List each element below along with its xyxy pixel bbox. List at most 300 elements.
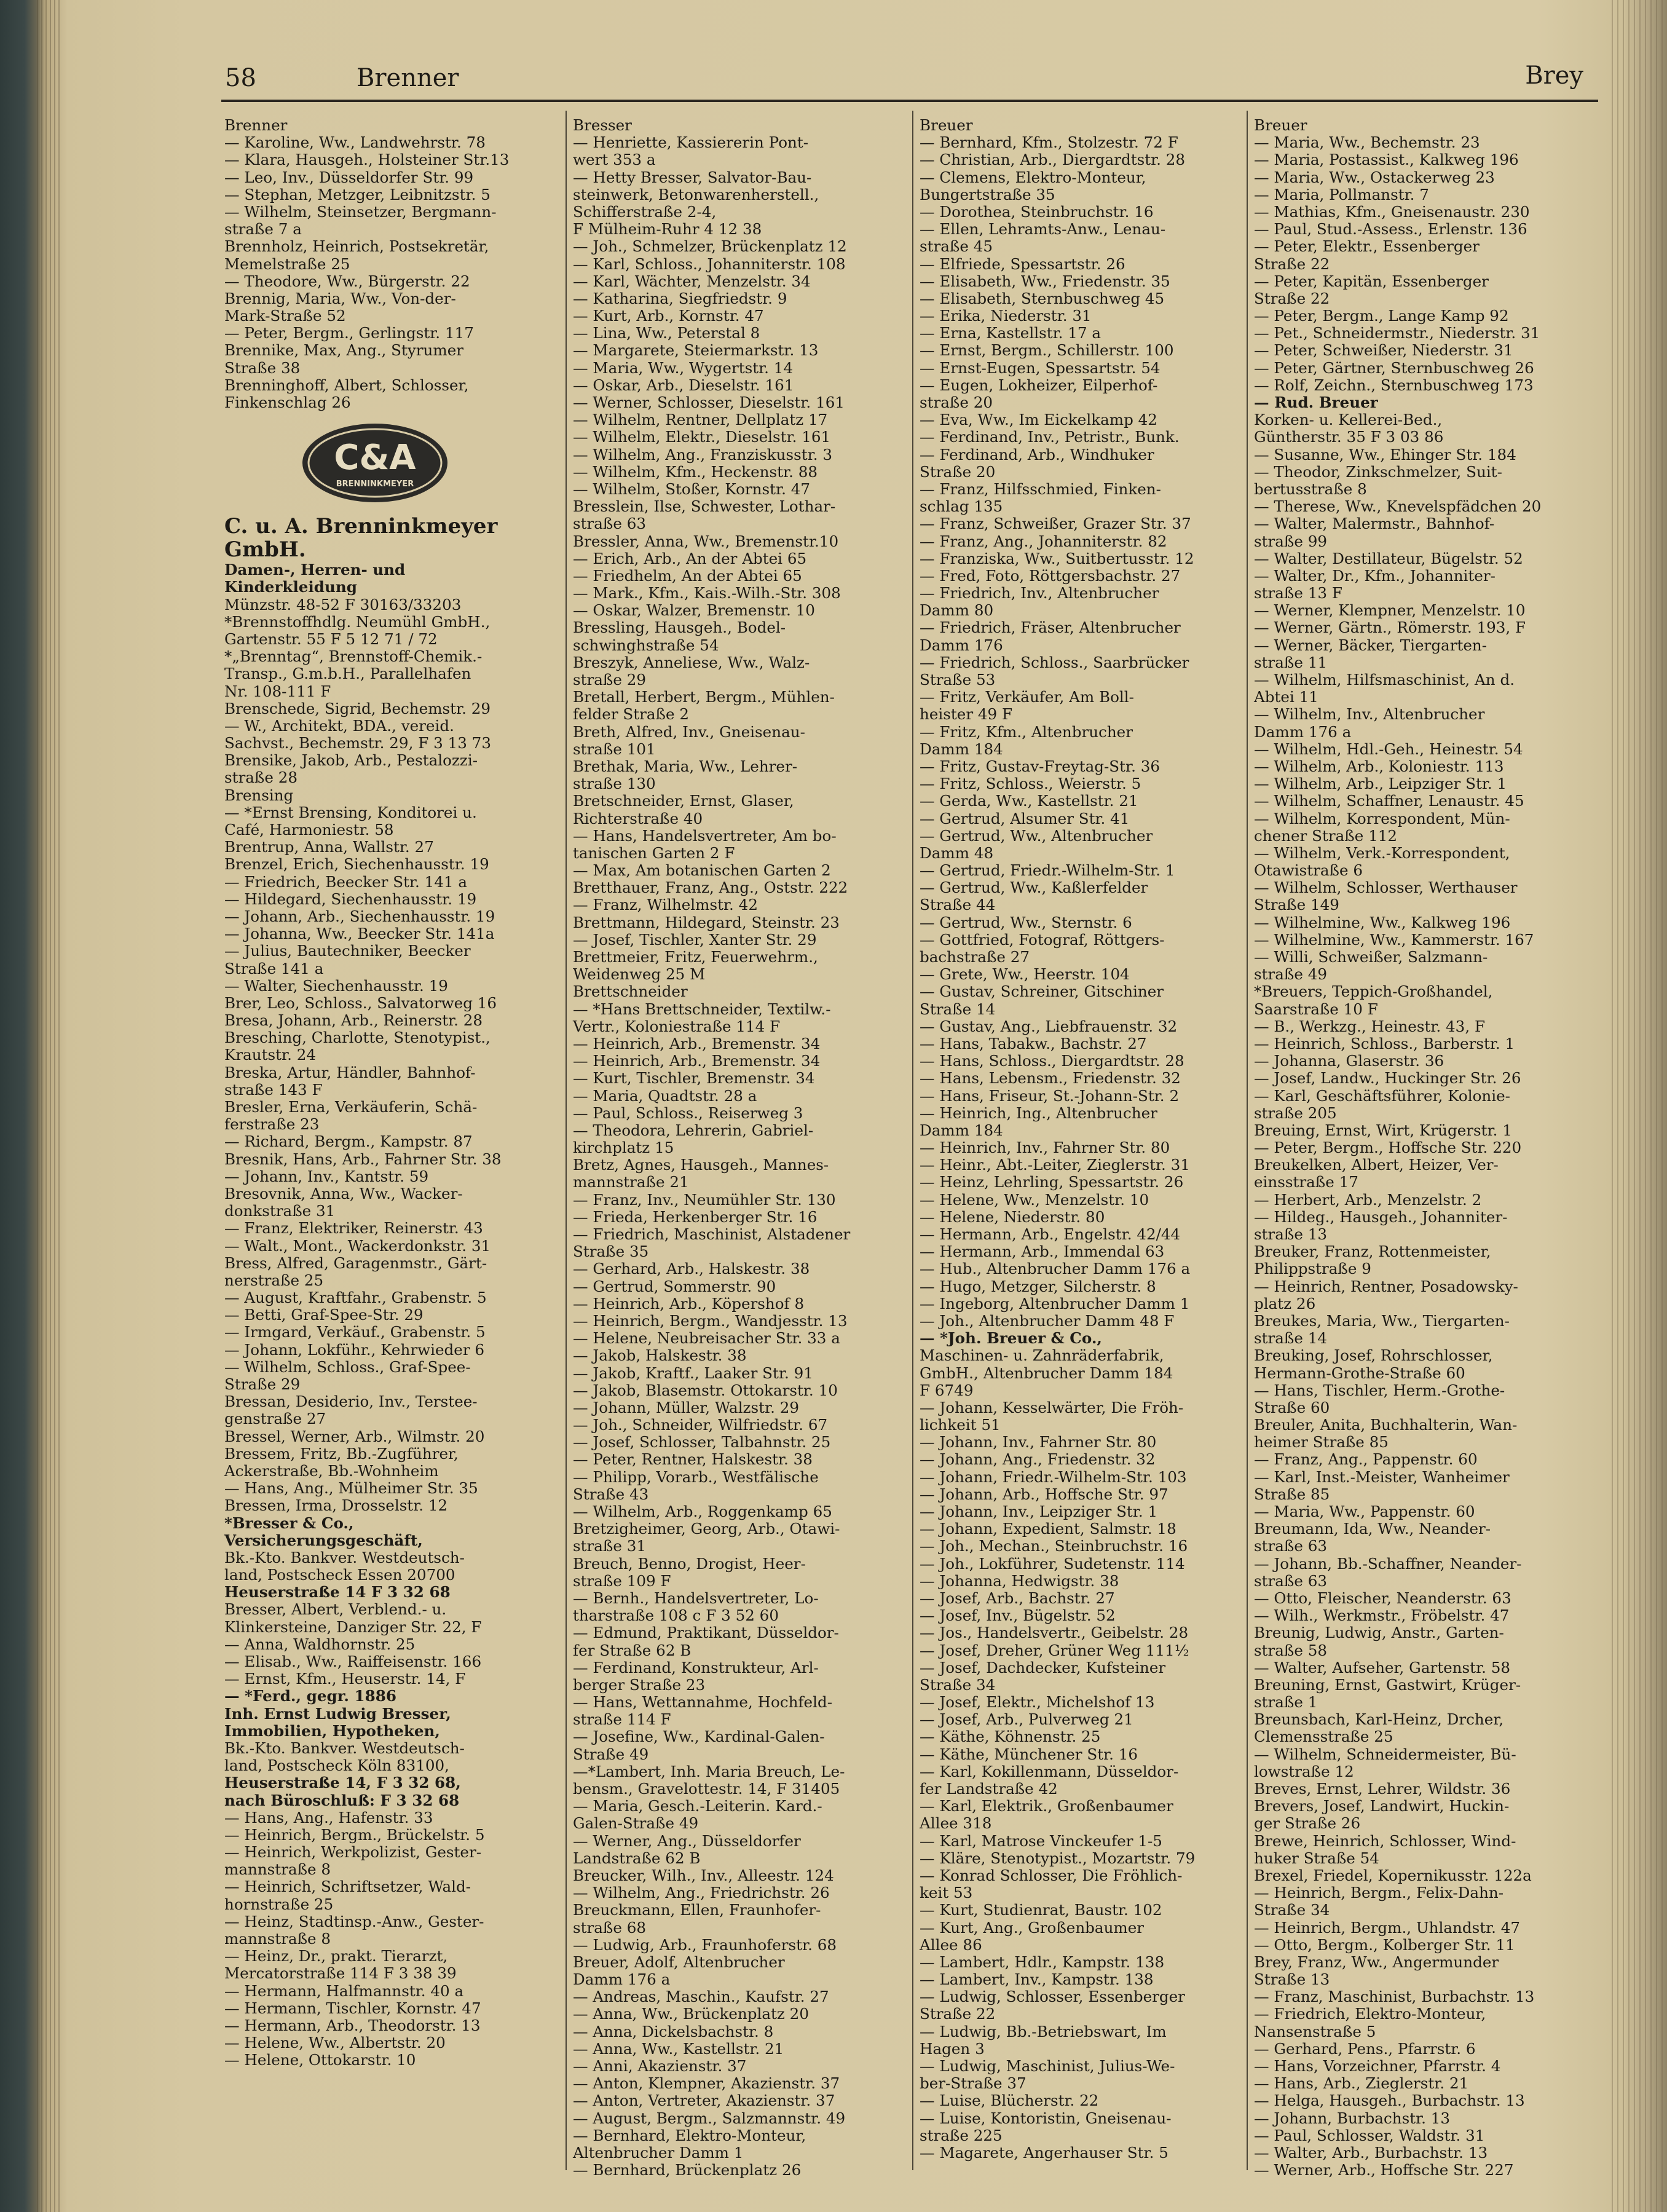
directory-entry-line: — Josef, Arb., Bachstr. 27 (920, 1589, 1115, 1607)
directory-entry-line: Breumann, Ida, Ww., Neander- (1254, 1520, 1491, 1538)
directory-entry-line: genstraße 27 (224, 1410, 326, 1428)
directory-entry-line: — Kurt, Studienrat, Baustr. 102 (920, 1901, 1162, 1919)
directory-entry-line: Allee 86 (920, 1935, 982, 1954)
directory-entry-line: mannstraße 21 (573, 1173, 689, 1191)
directory-entry-line: — Fred, Foto, Röttgersbachstr. 27 (920, 566, 1181, 585)
directory-entry-line: — Walt., Mont., Wackerdonkstr. 31 (224, 1236, 491, 1255)
directory-entry-line: — Franz, Ang., Johanniterstr. 82 (920, 532, 1167, 550)
directory-entry-line: — Wilhelm, Hilfsmaschinist, An d. (1254, 671, 1515, 689)
directory-entry-line: lowstraße 12 (1254, 1762, 1354, 1780)
directory-entry-line: straße 58 (1254, 1641, 1328, 1659)
directory-entry-line: — Wilhelm, Hdl.-Geh., Heinestr. 54 (1254, 740, 1523, 758)
directory-entry-line: — Hetty Bresser, Salvator-Bau- (573, 168, 812, 186)
directory-entry-line: Bressling, Hausgeh., Bodel- (573, 618, 786, 637)
directory-entry-line: Breuch, Benno, Drogist, Heer- (573, 1554, 806, 1573)
directory-entry-line: Versicherungsgeschäft, (224, 1531, 423, 1549)
page-edge (1612, 0, 1667, 2212)
directory-entry-line: Saarstraße 10 F (1254, 1000, 1378, 1018)
directory-entry-line: — Josef, Schlosser, Talbahnstr. 25 (573, 1433, 831, 1452)
directory-entry-line: — Walter, Aufseher, Gartenstr. 58 (1254, 1658, 1510, 1677)
directory-entry-line: — Wilhelm, Kfm., Heckenstr. 88 (573, 462, 818, 481)
directory-entry-line: Weidenweg 25 M (573, 965, 706, 984)
directory-entry-line: Breszyk, Anneliese, Ww., Walz- (573, 653, 810, 671)
directory-entry-line: — Heinrich, Werkpolizist, Gester- (224, 1843, 482, 1862)
directory-entry-line: ber-Straße 37 (920, 2074, 1027, 2093)
directory-entry-line: Straße 53 (920, 671, 996, 689)
directory-entry-line: donkstraße 31 (224, 1202, 336, 1220)
directory-entry-line: Brettmeier, Fritz, Feuerwehrm., (573, 948, 818, 966)
page-header (221, 57, 1598, 102)
directory-entry-line: — Anna, Ww., Kastellstr. 21 (573, 2039, 784, 2058)
directory-entry-line: GmbH. (224, 537, 306, 563)
directory-entry-line: — Jakob, Kraftf., Laaker Str. 91 (573, 1364, 813, 1382)
directory-entry-line: — Luise, Blücherstr. 22 (920, 2092, 1099, 2110)
directory-entry-line: — Heinrich, Bergm., Felix-Dahn- (1254, 1884, 1504, 1902)
directory-entry-line: straße 28 (224, 768, 298, 787)
directory-entry-line: — Fritz, Kfm., Altenbrucher (920, 722, 1133, 741)
directory-entry-line: — Karoline, Ww., Landwehrstr. 78 (224, 133, 486, 152)
directory-entry-line: — Karl, Kokillenmann, Düsseldor- (920, 1762, 1179, 1780)
directory-entry-line: Gartenstr. 55 F 5 12 71 / 72 (224, 630, 438, 648)
directory-entry-line: Bretthauer, Franz, Ang., Oststr. 222 (573, 879, 848, 897)
directory-entry-line: — Heinrich, Rentner, Posadowsky- (1254, 1277, 1518, 1295)
directory-entry-line: Brey, Franz, Ww., Angermunder (1254, 1953, 1499, 1971)
directory-entry-line: — Wilhelmine, Ww., Kammerstr. 167 (1254, 930, 1534, 949)
directory-entry-line: Transp., G.m.b.H., Parallelhafen (224, 665, 471, 683)
directory-entry-line: — Hans, Schloss., Diergardtstr. 28 (920, 1052, 1184, 1070)
directory-entry-line: Breth, Alfred, Inv., Gneisenau- (573, 722, 805, 741)
directory-entry-line: Bresching, Charlotte, Stenotypist., (224, 1029, 491, 1047)
directory-entry-line: — Theodor, Zinkschmelzer, Suit- (1254, 462, 1502, 481)
directory-entry-line: — Max, Am botanischen Garten 2 (573, 861, 831, 880)
directory-entry-line: — Bernhard, Brückenplatz 26 (573, 2161, 802, 2179)
directory-entry-line: Schifferstraße 2-4, (573, 202, 717, 221)
directory-entry-line: Breuing, Ernst, Wirt, Krügerstr. 1 (1254, 1121, 1512, 1139)
directory-entry-line: Heuserstraße 14, F 3 32 68, (224, 1774, 461, 1792)
directory-entry-line: straße 7 a (224, 220, 302, 239)
directory-entry-line: — Theodore, Ww., Bürgerstr. 22 (224, 272, 470, 290)
directory-entry-line: — Friedhelm, An der Abtei 65 (573, 566, 802, 585)
directory-entry-line: — Helene, Neubreisacher Str. 33 a (573, 1329, 840, 1348)
directory-entry-line: ferstraße 23 (224, 1115, 320, 1134)
directory-entry-line: — Bernh., Handelsvertreter, Lo- (573, 1589, 819, 1607)
directory-entry-line: Breuking, Josef, Rohrschlosser, (1254, 1346, 1493, 1365)
directory-entry-line: straße 101 (573, 740, 656, 758)
directory-entry-line: — Wilhelm, Ang., Friedrichstr. 26 (573, 1884, 830, 1902)
directory-entry-line: — Mark., Kfm., Kais.-Wilh.-Str. 308 (573, 584, 841, 602)
directory-entry-line: Korken- u. Kellerei-Bed., (1254, 411, 1443, 429)
directory-entry-line: — Paul, Schloss., Reiserweg 3 (573, 1104, 803, 1122)
directory-entry-line: — Heinrich, Schriftsetzer, Wald- (224, 1878, 471, 1896)
directory-entry-line: — Johanna, Ww., Beecker Str. 141a (224, 925, 495, 943)
directory-entry-line: — Erna, Kastellstr. 17 a (920, 324, 1101, 342)
directory-entry-line: —*Lambert, Inh. Maria Breuch, Le- (573, 1762, 845, 1780)
directory-entry-line: — Johann, Inv., Fahrner Str. 80 (920, 1433, 1157, 1452)
directory-entry-line: — Oskar, Walzer, Bremenstr. 10 (573, 601, 815, 620)
directory-entry-line: — Wilhelm, Schloss., Graf-Spee- (224, 1357, 471, 1376)
directory-entry-line: — Heinrich, Inv., Fahrner Str. 80 (920, 1139, 1170, 1157)
directory-entry-line: — Hans, Ang., Mülheimer Str. 35 (224, 1479, 478, 1498)
directory-entry-line: straße 205 (1254, 1104, 1337, 1122)
directory-entry-line: — Wilhelm, Schneidermeister, Bü- (1254, 1745, 1516, 1763)
directory-entry-line: — Willi, Schweißer, Salzmann- (1254, 948, 1488, 966)
directory-entry-line: — Werner, Gärtn., Römerstr. 193, F (1254, 618, 1526, 637)
directory-entry-line: Brenzel, Erich, Siechenhausstr. 19 (224, 855, 489, 874)
directory-column-4 (1254, 116, 1586, 2179)
directory-entry-line: — Peter, Bergm., Lange Kamp 92 (1254, 307, 1509, 325)
directory-entry-line: Breuker, Franz, Rottenmeister, (1254, 1242, 1491, 1261)
directory-entry-line: — Wilhelm, Schlosser, Werthauser (1254, 879, 1518, 897)
directory-entry-line: — Joh., Schmelzer, Brückenplatz 12 (573, 237, 847, 256)
directory-entry-line: — Hans, Handelsvertreter, Am bo- (573, 826, 837, 845)
directory-entry-line: — Ingeborg, Altenbrucher Damm 1 (920, 1294, 1190, 1313)
directory-entry-line: — Joh., Altenbrucher Damm 48 F (920, 1311, 1175, 1330)
directory-entry-line: — Fritz, Verkäufer, Am Boll- (920, 688, 1134, 706)
directory-entry-line: — Ferdinand, Konstrukteur, Arl- (573, 1658, 819, 1677)
directory-entry-line: Breuer, Adolf, Altenbrucher (573, 1953, 785, 1971)
directory-entry-line: Sachvst., Bechemstr. 29, F 3 13 73 (224, 734, 491, 752)
directory-entry-line: — Hermann, Arb., Immendal 63 (920, 1242, 1165, 1261)
directory-entry-line: Kinderkleidung (224, 578, 357, 596)
directory-entry-line: Damm 80 (920, 601, 994, 620)
directory-entry-line: — Johann, Müller, Walzstr. 29 (573, 1398, 800, 1416)
directory-entry-line: GmbH., Altenbrucher Damm 184 (920, 1364, 1173, 1382)
directory-entry-line: Hermann-Grothe-Straße 60 (1254, 1364, 1465, 1382)
directory-entry-line: Maschinen- u. Zahnräderfabrik, (920, 1346, 1164, 1365)
directory-entry-line: — Helene, Ww., Albertstr. 20 (224, 2034, 446, 2052)
directory-entry-line: — *Joh. Breuer & Co., (920, 1329, 1102, 1348)
directory-entry-line: — Otto, Fleischer, Neanderstr. 63 (1254, 1589, 1511, 1607)
directory-entry-line: nerstraße 25 (224, 1271, 324, 1289)
directory-entry-line: Straße 149 (1254, 896, 1339, 914)
directory-entry-line: — Maria, Ww., Wygertstr. 14 (573, 358, 794, 377)
directory-entry-line: — Wilhelm, Stoßer, Kornstr. 47 (573, 480, 811, 498)
directory-entry-line: — Helene, Niederstr. 80 (920, 1207, 1105, 1226)
directory-entry-line: — Werner, Bäcker, Tiergarten- (1254, 636, 1488, 654)
directory-entry-line: straße 99 (1254, 532, 1328, 550)
directory-entry-line: — Peter, Gärtner, Sternbuschweg 26 (1254, 358, 1534, 377)
directory-entry-line: — Grete, Ww., Heerstr. 104 (920, 965, 1130, 984)
directory-entry-line: — Käthe, Köhnenstr. 25 (920, 1728, 1101, 1746)
directory-entry-line: — Gustav, Schreiner, Gitschiner (920, 982, 1164, 1001)
directory-entry-line: Straße 29 (224, 1375, 301, 1393)
directory-entry-line: — Betti, Graf-Spee-Str. 29 (224, 1306, 424, 1324)
directory-entry-line: Bresnik, Hans, Arb., Fahrner Str. 38 (224, 1150, 502, 1168)
directory-entry-line: — Franz, Hilfsschmied, Finken- (920, 480, 1161, 498)
directory-entry-line: straße 11 (1254, 653, 1328, 671)
directory-entry-line: Breska, Artur, Händler, Bahnhof- (224, 1063, 476, 1081)
directory-entry-line: — Werner, Klempner, Menzelstr. 10 (1254, 601, 1526, 620)
directory-entry-line: — Anna, Waldhornstr. 25 (224, 1635, 416, 1653)
directory-entry-line: Allee 318 (920, 1814, 992, 1833)
directory-entry-line: — Wilhelm, Verk.-Korrespondent, (1254, 843, 1510, 862)
directory-entry-line: — Jakob, Halskestr. 38 (573, 1346, 747, 1365)
directory-entry-line: — Christian, Arb., Diergardtstr. 28 (920, 151, 1186, 169)
directory-entry-line: — Gertrud, Friedr.-Wilhelm-Str. 1 (920, 861, 1175, 880)
directory-entry-line: — Ferdinand, Inv., Petristr., Bunk. (920, 428, 1180, 446)
directory-entry-line: Damm 184 (920, 740, 1003, 758)
directory-entry-line: — Wilhelm, Korrespondent, Mün- (1254, 809, 1510, 828)
directory-entry-line: — Hans, Tabakw., Bachstr. 27 (920, 1034, 1147, 1053)
directory-entry-line: Breuer (1254, 116, 1307, 134)
directory-entry-line: — Elisab., Ww., Raiffeisenstr. 166 (224, 1653, 482, 1670)
directory-entry-line: — Peter, Kapitän, Essenberger (1254, 272, 1489, 290)
directory-entry-line: — Herbert, Arb., Menzelstr. 2 (1254, 1190, 1482, 1209)
directory-entry-line: Straße 60 (1254, 1398, 1330, 1416)
directory-entry-line: mannstraße 8 (224, 1860, 331, 1879)
directory-entry-line: — Heinz, Lehrling, Spessartstr. 26 (920, 1173, 1184, 1191)
directory-entry-line: schlag 135 (920, 497, 1003, 516)
directory-entry-line: bensm., Gravelottestr. 14, F 31405 (573, 1780, 840, 1798)
directory-entry-line: — Johann, Lokführ., Kehrwieder 6 (224, 1340, 485, 1359)
directory-entry-line: — Johann, Inv., Kantstr. 59 (224, 1167, 429, 1185)
directory-entry-line: — Wilhelm, Elektr., Dieselstr. 161 (573, 428, 831, 446)
directory-entry-line: — Gertrud, Sommerstr. 90 (573, 1277, 776, 1295)
directory-entry-line: — Ludwig, Schlosser, Essenberger (920, 1988, 1185, 2006)
directory-entry-line: — Gustav, Ang., Liebfrauenstr. 32 (920, 1017, 1178, 1035)
directory-entry-line: — Ludwig, Bb.-Betriebswart, Im (920, 2022, 1167, 2040)
directory-entry-line: Bresa, Johann, Arb., Reinerstr. 28 (224, 1011, 483, 1030)
directory-entry-line: F Mülheim-Ruhr 4 12 38 (573, 220, 762, 239)
directory-entry-line: — Walter, Arb., Burbachstr. 13 (1254, 2143, 1488, 2162)
directory-entry-line: Richterstraße 40 (573, 809, 703, 828)
directory-entry-line: Philippstraße 9 (1254, 1260, 1371, 1278)
directory-entry-line: Café, Harmoniestr. 58 (224, 821, 394, 839)
directory-entry-line: — Johanna, Hedwigstr. 38 (920, 1571, 1119, 1590)
directory-entry-line: Damm 184 (920, 1121, 1003, 1139)
directory-entry-line: Clemensstraße 25 (1254, 1728, 1393, 1746)
directory-entry-line: heimer Straße 85 (1254, 1433, 1389, 1452)
directory-entry-line: — Katharina, Siegfriedstr. 9 (573, 289, 787, 307)
logo-text: C&A (334, 438, 416, 478)
directory-entry-line: — Hans, Friseur, St.-Johann-Str. 2 (920, 1086, 1180, 1105)
directory-entry-line: land, Postscheck Essen 20700 (224, 1566, 455, 1584)
directory-entry-line: — Peter, Schweißer, Niederstr. 31 (1254, 341, 1513, 360)
directory-entry-line: — Rud. Breuer (1254, 393, 1378, 411)
directory-entry-line: — Wilhelm, Arb., Koloniestr. 113 (1254, 757, 1504, 775)
directory-entry-line: — Wilhelm, Ang., Franziskusstr. 3 (573, 445, 832, 464)
directory-entry-line: fer Straße 62 B (573, 1641, 692, 1659)
directory-entry-line: Breuning, Ernst, Gastwirt, Krüger- (1254, 1675, 1521, 1694)
directory-entry-line: — Walter, Dr., Kfm., Johanniter- (1254, 566, 1496, 585)
directory-entry-line: — Hans, Arb., Zieglerstr. 21 (1254, 2074, 1469, 2093)
directory-entry-line: — Ludwig, Arb., Fraunhoferstr. 68 (573, 1935, 837, 1954)
directory-entry-line: — Maria, Ww., Ostackerweg 23 (1254, 168, 1495, 186)
directory-entry-line: — Elisabeth, Sternbuschweg 45 (920, 289, 1165, 307)
directory-entry-line: straße 14 (1254, 1329, 1328, 1348)
directory-entry-line: — Eugen, Lokheizer, Eilperhof- (920, 376, 1158, 394)
directory-entry-line: — Josef, Tischler, Xanter Str. 29 (573, 930, 817, 949)
directory-entry-line: Landstraße 62 B (573, 1849, 701, 1867)
directory-entry-line: — Heinrich, Bergm., Brückelstr. 5 (224, 1825, 485, 1844)
directory-entry-line: Bressan, Desiderio, Inv., Terstee- (224, 1392, 478, 1411)
directory-entry-line: Bressem, Fritz, Bb.-Zugführer, (224, 1444, 459, 1463)
directory-entry-line: Bressler, Anna, Ww., Bremenstr.10 (573, 532, 839, 550)
directory-entry-line: — Erich, Arb., An der Abtei 65 (573, 549, 807, 567)
book-spine (37, 0, 61, 2212)
directory-entry-line: felder Straße 2 (573, 705, 689, 724)
directory-entry-line: Mercatorstraße 114 F 3 38 39 (224, 1964, 457, 1983)
directory-entry-line: — Johann, Burbachstr. 13 (1254, 2109, 1451, 2127)
directory-entry-line: *Brennstoffhdlg. Neumühl GmbH., (224, 612, 491, 631)
directory-entry-line: — Ellen, Lehramts-Anw., Lenau- (920, 220, 1166, 239)
directory-entry-line: *„Brenntag“, Brennstoff-Chemik.- (224, 647, 483, 666)
directory-entry-line: Breuckmann, Ellen, Fraunhofer- (573, 1901, 821, 1919)
directory-entry-line: Bressen, Irma, Drosselstr. 12 (224, 1496, 448, 1515)
directory-entry-line: — Werner, Schlosser, Dieselstr. 161 (573, 393, 845, 411)
directory-entry-line: straße 63 (1254, 1571, 1328, 1590)
directory-entry-line: — Helene, Ottokarstr. 10 (224, 2051, 416, 2069)
directory-entry-line: — Fritz, Schloss., Weierstr. 5 (920, 775, 1141, 793)
directory-entry-line: — Magarete, Angerhauser Str. 5 (920, 2143, 1168, 2162)
directory-entry-line: — Ernst, Kfm., Heuserstr. 14, F (224, 1670, 466, 1688)
directory-entry-line: — Leo, Inv., Düsseldorfer Str. 99 (224, 168, 474, 186)
directory-entry-line: bertusstraße 8 (1254, 480, 1367, 498)
directory-entry-line: Brexel, Friedel, Kopernikusstr. 122a (1254, 1866, 1532, 1884)
directory-entry-line: — Frieda, Herkenberger Str. 16 (573, 1207, 818, 1226)
directory-entry-line: — Friedrich, Schloss., Saarbrücker (920, 653, 1189, 671)
directory-entry-line: Bungertstraße 35 (920, 185, 1055, 203)
directory-entry-line: Mark-Straße 52 (224, 307, 346, 325)
directory-entry-line: — Heinrich, Ing., Altenbrucher (920, 1104, 1157, 1122)
directory-entry-line: lichkeit 51 (920, 1416, 1001, 1434)
directory-entry-line: — Hans, Lebensm., Friedenstr. 32 (920, 1069, 1181, 1088)
directory-entry-line: Damm 176 a (573, 1970, 671, 1989)
directory-entry-line: — Anna, Dickelsbachstr. 8 (573, 2022, 774, 2040)
directory-entry-line: — Hans, Wettannahme, Hochfeld- (573, 1693, 833, 1712)
running-head-right: Brey (1525, 61, 1583, 90)
directory-entry-line: — Hans, Vorzeichner, Pfarrstr. 4 (1254, 2057, 1501, 2075)
directory-entry-line: F 6749 (920, 1381, 974, 1399)
directory-entry-line: — Hans, Tischler, Herm.-Grothe- (1254, 1381, 1505, 1399)
directory-entry-line: — Julius, Bautechniker, Beecker (224, 942, 471, 960)
directory-entry-line: — Henriette, Kassiererin Pont- (573, 133, 809, 152)
directory-entry-line: — Heinrich, Schloss., Barberstr. 1 (1254, 1034, 1515, 1053)
directory-entry-line: — Kurt, Tischler, Bremenstr. 34 (573, 1069, 815, 1088)
directory-entry-line: — Paul, Schlosser, Waldstr. 31 (1254, 2126, 1485, 2144)
directory-entry-line: — Franz, Schweißer, Grazer Str. 37 (920, 515, 1191, 533)
directory-entry-line: Breves, Ernst, Lehrer, Wildstr. 36 (1254, 1780, 1511, 1798)
directory-entry-line: Straße 20 (920, 462, 996, 481)
directory-entry-line: — Johann, Bb.-Schaffner, Neander- (1254, 1554, 1522, 1573)
directory-entry-line: — Hildeg., Hausgeh., Johanniter- (1254, 1207, 1508, 1226)
directory-entry-line: — Gertrud, Ww., Altenbrucher (920, 826, 1153, 845)
directory-entry-line: — Gertrud, Alsumer Str. 41 (920, 809, 1130, 828)
directory-entry-line: — *Hans Brettschneider, Textilw.- (573, 1000, 831, 1018)
directory-entry-line: — Karl, Inst.-Meister, Wanheimer (1254, 1467, 1510, 1486)
directory-entry-line: tharstraße 108 c F 3 52 60 (573, 1606, 779, 1625)
directory-entry-line: — Friedrich, Elektro-Monteur, (1254, 2005, 1486, 2023)
directory-entry-line: Brensing (224, 786, 294, 804)
directory-entry-line: Straße 22 (1254, 255, 1330, 273)
directory-entry-line: Memelstraße 25 (224, 255, 350, 273)
directory-entry-line: — Richard, Bergm., Kampstr. 87 (224, 1132, 473, 1151)
directory-entry-line: — Bernhard, Elektro-Monteur, (573, 2126, 806, 2144)
directory-entry-line: — Josef, Elektr., Michelshof 13 (920, 1693, 1155, 1712)
directory-entry-line: straße 109 F (573, 1571, 671, 1590)
directory-entry-line: straße 68 (573, 1918, 647, 1937)
directory-entry-line: — Ludwig, Maschinist, Julius-We- (920, 2057, 1175, 2075)
directory-entry-line: — Luise, Kontoristin, Gneisenau- (920, 2109, 1172, 2127)
directory-entry-line: — Andreas, Maschin., Kaufstr. 27 (573, 1988, 829, 2006)
directory-entry-line: Brettmann, Hildegard, Steinstr. 23 (573, 913, 840, 931)
directory-entry-line: — Fritz, Gustav-Freytag-Str. 36 (920, 757, 1161, 775)
directory-entry-line: huker Straße 54 (1254, 1849, 1379, 1867)
directory-entry-line: — Johanna, Glaserstr. 36 (1254, 1052, 1444, 1070)
directory-entry-line: — Maria, Ww., Bechemstr. 23 (1254, 133, 1480, 152)
directory-entry-line: Bresler, Erna, Verkäuferin, Schä- (224, 1098, 478, 1116)
directory-entry-line: Bress, Alfred, Garagenmstr., Gärt- (224, 1254, 487, 1272)
directory-entry-line: — Wilhelm, Arb., Leipziger Str. 1 (1254, 775, 1507, 793)
directory-entry-line: — Hermann, Arb., Theodorstr. 13 (224, 2016, 481, 2034)
directory-entry-line: Bresser, Albert, Verblend.- u. (224, 1600, 447, 1619)
directory-entry-line: — Josef, Dachdecker, Kufsteiner (920, 1658, 1166, 1677)
directory-entry-line: — Eva, Ww., Im Eickelkamp 42 (920, 411, 1157, 429)
directory-entry-line: Bresovnik, Anna, Ww., Wacker- (224, 1184, 463, 1203)
directory-entry-line: — Margarete, Steiermarkstr. 13 (573, 341, 819, 360)
directory-entry-line: straße 225 (920, 2126, 1003, 2144)
directory-entry-line: Brettschneider (573, 982, 688, 1001)
directory-entry-line: Nr. 108-111 F (224, 682, 331, 700)
directory-entry-line: — Franziska, Ww., Suitbertusstr. 12 (920, 549, 1194, 567)
directory-entry-line: Brenner (224, 116, 288, 134)
directory-entry-line: Damen-, Herren- und (224, 561, 406, 579)
running-head-left: Brenner (357, 64, 459, 92)
directory-entry-line: Straße 35 (573, 1242, 649, 1261)
directory-column-2 (573, 116, 905, 2179)
directory-entry-line: — Hans, Ang., Hafenstr. 33 (224, 1808, 433, 1827)
directory-entry-line: — Karl, Matrose Vinckeufer 1-5 (920, 1831, 1162, 1850)
directory-entry-line: einsstraße 17 (1254, 1173, 1358, 1191)
directory-entry-line: straße 45 (920, 237, 993, 256)
directory-entry-line: Brewe, Heinrich, Schlosser, Wind- (1254, 1831, 1516, 1850)
directory-entry-line: — Josef, Inv., Bügelstr. 52 (920, 1606, 1116, 1625)
directory-entry-line: schwinghstraße 54 (573, 636, 719, 654)
ca-logo (298, 420, 452, 506)
directory-entry-line: — Jos., Handelsvertr., Geibelstr. 28 (920, 1624, 1189, 1642)
directory-entry-line: — Joh., Mechan., Steinbruchstr. 16 (920, 1537, 1188, 1555)
directory-entry-line: — Karl, Elektrik., Großenbaumer (920, 1797, 1173, 1815)
directory-entry-line: Brer, Leo, Schloss., Salvatorweg 16 (224, 993, 497, 1012)
directory-entry-line: — Maria, Gesch.-Leiterin. Kard.- (573, 1797, 822, 1815)
directory-entry-line: — Mathias, Kfm., Gneisenaustr. 230 (1254, 202, 1530, 221)
directory-entry-line: — Joh., Schneider, Wilfriedstr. 67 (573, 1416, 828, 1434)
directory-entry-line: — Theodora, Lehrerin, Gabriel- (573, 1121, 814, 1139)
directory-entry-line: C. u. A. Brenninkmeyer (224, 514, 498, 539)
directory-entry-line: — Ferdinand, Arb., Windhuker (920, 445, 1154, 464)
directory-entry-line: — Heinrich, Bergm., Wandjesstr. 13 (573, 1311, 848, 1330)
directory-entry-line: Bretall, Herbert, Bergm., Mühlen- (573, 688, 835, 706)
directory-entry-line: — Hermann, Arb., Engelstr. 42/44 (920, 1225, 1181, 1243)
directory-entry-line: — Oskar, Arb., Dieselstr. 161 (573, 376, 794, 394)
directory-entry-line: Breuer (920, 116, 973, 134)
directory-entry-line: Klinkersteine, Danziger Str. 22, F (224, 1618, 482, 1636)
directory-entry-line: Straße 38 (224, 358, 301, 377)
directory-entry-line: nach Büroschluß: F 3 32 68 (224, 1791, 460, 1809)
directory-entry-line: — Karl, Geschäftsführer, Kolonie- (1254, 1086, 1510, 1105)
directory-entry-line: — Johann, Expedient, Salmstr. 18 (920, 1520, 1176, 1538)
directory-entry-line: straße 20 (920, 393, 993, 411)
directory-entry-line: — *Ferd., gegr. 1886 (224, 1687, 396, 1705)
directory-entry-line: — Edmund, Praktikant, Düsseldor- (573, 1624, 839, 1642)
directory-entry-line: — Franz, Elektriker, Reinerstr. 43 (224, 1219, 483, 1238)
directory-entry-line: — Maria, Ww., Pappenstr. 60 (1254, 1503, 1475, 1520)
directory-entry-line: bachstraße 27 (920, 948, 1030, 966)
directory-entry-line: Breuler, Anita, Buchhalterin, Wan- (1254, 1416, 1518, 1434)
directory-column-3 (920, 117, 1251, 2164)
directory-entry-line: — Stephan, Metzger, Leibnitzstr. 5 (224, 185, 491, 203)
directory-entry-line: — Kläre, Stenotypist., Mozartstr. 79 (920, 1849, 1196, 1867)
